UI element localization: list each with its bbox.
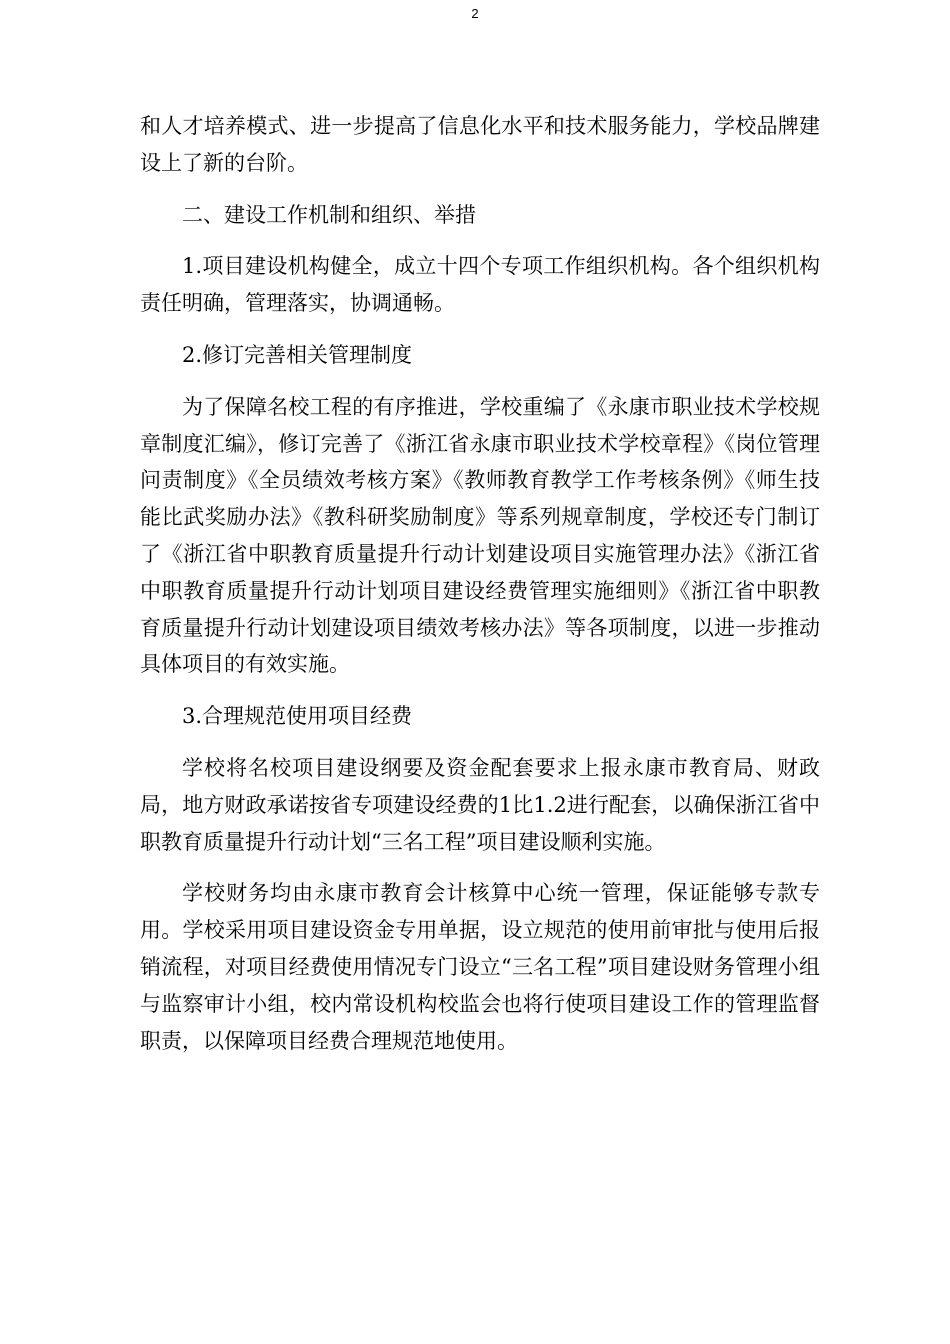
paragraph-regulations: 为了保障名校工程的有序推进，学校重编了《永康市职业技术学校规章制度汇编》，修订完善了《浙江省永康市职业技术学校章程》《岗位管理问责制度》《全员绩效考核方案》《教师教育教学工作考核条例》《师生技能比武奖励办法》《教科研奖励制度》等系列规章制度，学校还专门制订了《浙江省中职教育质量提升行动计划建设项目实施管理办法》《浙江省中职教育质量提升行动计划项目建设经费管理实施细则》《浙江省中职教育质量提升行动计划建设项目绩效考核办法》等各项制度，以进一步推动具体项目的有效实施。 — [140, 394, 820, 677]
item-heading-2: 2.修订完善相关管理制度 — [182, 342, 413, 367]
item-heading-1: 1.项目建设机构健全，成立十四个专项工作组织机构。各个组织机构责任明确，管理落实，协调通畅。 — [140, 254, 820, 316]
item-heading-3: 3.合理规范使用项目经费 — [182, 704, 413, 729]
page-number: 2 — [471, 6, 479, 21]
paragraph-continuation: 和人才培养模式、进一步提高了信息化水平和技术服务能力，学校品牌建设上了新的台阶。 — [140, 114, 820, 175]
document-body — [140, 108, 820, 1059]
paragraph-funding: 学校将名校项目建设纲要及资金配套要求上报永康市教育局、财政局，地方财政承诺按省专项建设经费的1比1.2进行配套，以确保浙江省中职教育质量提升行动计划“三名工程”项目建设顺利实施。 — [140, 755, 820, 854]
paragraph-finance: 学校财务均由永康市教育会计核算中心统一管理，保证能够专款专用。学校采用项目建设资金专用单据，设立规范的使用前审批与使用后报销流程，对项目经费使用情况专门设立“三名工程”项目建设财务管理小组与监察审计小组，校内常设机构校监会也将行使项目建设工作的管理监督职责，以保障项目经费合理规范地使用。 — [140, 881, 820, 1053]
section-heading: 二、建设工作机制和组织、举措 — [182, 202, 476, 227]
